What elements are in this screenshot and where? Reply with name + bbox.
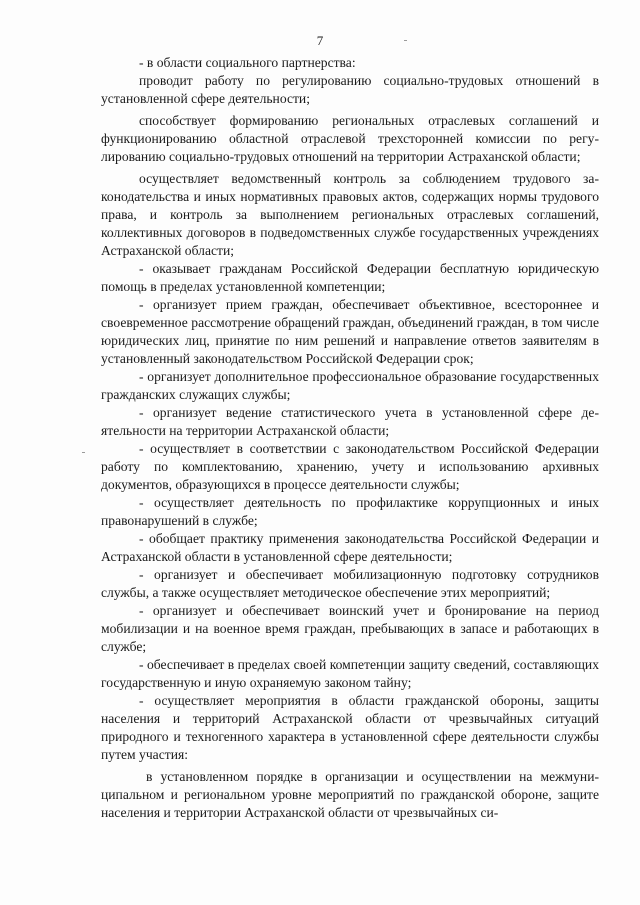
paragraph-anti-corruption: - осуществляет деятельность по профилактике коррупционных и иных правонарушений в службе; <box>101 495 599 528</box>
paragraph-state-secrets: - обеспечивает в пределах своей компетенции защиту сведений, составляющих государственную и иную охраняемую законом тайну; <box>101 657 599 690</box>
paragraph-departmental-control: осуществляет ведомственный контроль за соблюдением трудового законодательства и иных нормативных правовых актов, содержащих нормы трудового права, и контроль за выполнением региональных отраслевых соглашений, коллективных договоров в подведомственных службе государственных учреждениях Астраханской области; <box>101 171 599 258</box>
paragraph-law-practice: - обобщает практику применения законодательства Российской Федерации и Астраханской области в установленной сфере деятельности; <box>101 531 599 564</box>
paragraph-sector-agreements: способствует формированию региональных отраслевых соглашений и функционированию областной отраслевой трехсторонней комиссии по регулированию социально-трудовых отношений на территории Астраханской области; <box>101 113 599 164</box>
paragraph-statistics: - организует ведение статистического учета в установленной сфере деятельности на территории Астраханской области; <box>101 405 599 438</box>
scan-speck <box>82 452 85 453</box>
page-number: 7 <box>316 33 324 48</box>
paragraph-labor-relations: проводит работу по регулированию социально-трудовых отношений в установленной сфере деятельности; <box>101 73 599 106</box>
paragraph-mobilization: - организует и обеспечивает мобилизационную подготовку сотрудников службы, а также осуществляет методическое обеспечение этих мероприятий; <box>101 567 599 600</box>
paragraph-military-registration: - организует и обеспечивает воинский учет и бронирование на период мобилизации и на военное время граждан, пребывающих в запасе и работающих в службе; <box>101 603 599 654</box>
paragraph-municipal-defense: в установленном порядке в организации и осуществлении на межмуниципальном и региональном уровне мероприятий по гражданской обороне, защите населения и территории Астраханской области от чрезвычайных си- <box>101 769 599 820</box>
paragraph-social-partnership: - в области социального партнерства: <box>139 55 356 70</box>
scan-speck <box>404 40 407 41</box>
paragraph-legal-aid: - оказывает гражданам Российской Федерации бесплатную юридическую помощь в пределах установленной компетенции; <box>101 261 599 294</box>
paragraph-professional-education: - организует дополнительное профессиональное образование государственных гражданских служащих службы; <box>101 369 599 402</box>
document-body <box>101 54 599 822</box>
paragraph-archives: - осуществляет в соответствии с законодательством Российской Федерации работу по комплектованию, хранению, учету и использованию архивных документов, образующихся в процессе деятельности службы; <box>101 441 599 492</box>
paragraph-citizen-appeals: - организует прием граждан, обеспечивает объективное, всестороннее и своевременное рассмотрение обращений граждан, объединений граждан, в том числе юридических лиц, принятие по ним решений и направление ответов заявителям в установленный законодательством Российской Федерации срок; <box>101 297 599 366</box>
paragraph-civil-defense: - осуществляет мероприятия в области гражданской обороны, защиты населения и территорий Астраханской области от чрезвычайных ситуаций природного и техногенного характера в установленной сфере деятельности службы путем участия: <box>101 693 599 762</box>
